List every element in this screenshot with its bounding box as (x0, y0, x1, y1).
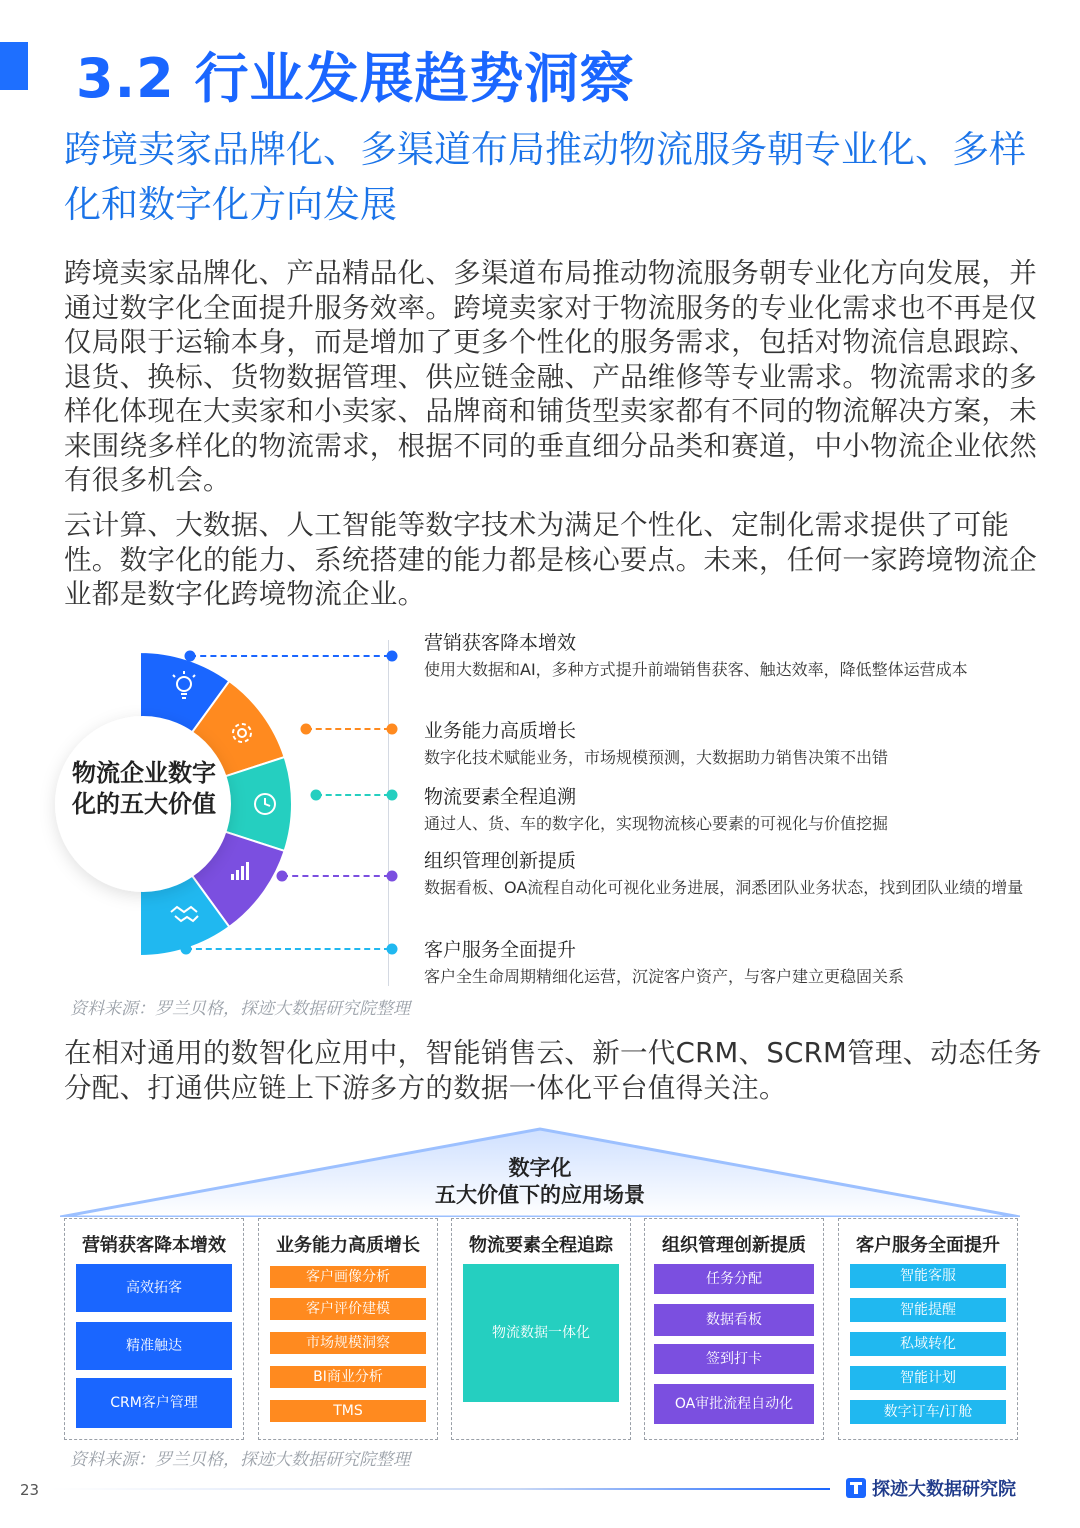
source-note-2: 资料来源：罗兰贝格，探迹大数据研究院整理 (70, 1450, 410, 1470)
scenario-chip: 私域转化 (850, 1332, 1006, 1356)
connector-2 (306, 728, 390, 730)
paragraph-3: 在相对通用的数智化应用中，智能销售云、新一代CRM、SCRM管理、动态任务分配、打通供应链上下游多方的数据一体化平台值得关注。 (64, 1037, 1042, 1104)
scenario-chip: 数据看板 (654, 1304, 814, 1336)
section-subtitle: 跨境卖家品牌化、多渠道布局推动物流服务朝专业化、多样化和数字化方向发展 (64, 128, 1026, 226)
scenario-chip: 精准触达 (76, 1322, 232, 1370)
scenario-chip: 智能计划 (850, 1366, 1006, 1390)
scenario-column-title: 营销获客降本增效 (82, 1235, 226, 1256)
roof-title-line-2: 五大价值下的应用场景 (435, 1183, 645, 1207)
footer-brand (846, 1475, 1016, 1501)
connector-vertical-line (388, 640, 389, 986)
source-note-1: 资料来源：罗兰贝格，探迹大数据研究院整理 (70, 999, 410, 1019)
connector-5 (186, 948, 390, 950)
title-accent-bar (0, 42, 28, 90)
value-item-4 (424, 848, 1024, 899)
value-item-title: 业务能力高质增长 (424, 720, 577, 742)
paragraph-2: 云计算、大数据、人工智能等数字技术为满足个性化、定制化需求提供了可能性。数字化的能力、系统搭建的能力都是核心要点。未来，任何一家跨境物流企业都是数字化跨境物流企业。 (64, 509, 1037, 610)
scenario-column-title: 客户服务全面提升 (856, 1235, 1000, 1256)
scenario-column-title: 业务能力高质增长 (276, 1235, 420, 1256)
scenario-chip: 智能客服 (850, 1264, 1006, 1288)
scenario-chip: 数字订车/订舱 (850, 1400, 1006, 1424)
connector-1 (190, 655, 390, 657)
value-item-desc: 使用大数据和AI，多种方式提升前端销售获客、触达效率，降低整体运营成本 (424, 660, 968, 679)
roof-title (390, 1155, 690, 1209)
connector-3 (316, 794, 390, 796)
footer-rule (50, 1488, 830, 1490)
value-item-desc: 客户全生命周期精细化运营，沉淀客户资产，与客户建立更稳固关系 (424, 967, 905, 986)
value-item-1 (424, 630, 1024, 681)
scenario-chip: 签到打卡 (654, 1344, 814, 1374)
page-title: 3.2 行业发展趋势洞察 (76, 47, 635, 110)
scenario-chip: OA审批流程自动化 (654, 1384, 814, 1424)
scenario-chip: 客户画像分析 (270, 1266, 426, 1288)
value-item-2 (424, 718, 1024, 769)
scenario-column-title: 物流要素全程追踪 (469, 1235, 613, 1256)
scenario-chip: 任务分配 (654, 1264, 814, 1294)
roof-title-line-1: 数字化 (508, 1156, 572, 1180)
paragraph-1: 跨境卖家品牌化、产品精品化、多渠道布局推动物流服务朝专业化方向发展，并通过数字化全面提升服务效率。跨境卖家对于物流服务的专业化需求也不再是仅仅局限于运输本身，而是增加了更多个性化的服务需求，包括对物流信息跟踪、退货、换标、货物数据管理、供应链金融、产品维修等专业需求。物流需求的多样化体现在大卖家和小卖家、品牌商和铺货型卖家都有不同的物流解决方案，未来围绕多样化的物流需求，根据不同的垂直细分品类和赛道，中小物流企业依然有很多机会。 (64, 257, 1037, 496)
value-item-title: 组织管理创新提质 (424, 850, 577, 872)
connector-4 (282, 875, 390, 877)
scenario-chip: 客户评价建模 (270, 1298, 426, 1320)
value-item-title: 营销获客降本增效 (424, 632, 577, 654)
brand-logo-icon (846, 1478, 866, 1498)
value-item-desc: 数据看板、OA流程自动化可视化业务进展，洞悉团队业务状态，找到团队业绩的增量 (424, 878, 1024, 897)
scenario-chip: CRM客户管理 (76, 1378, 232, 1428)
scenario-chip: TMS (270, 1400, 426, 1422)
value-item-title: 客户服务全面提升 (424, 939, 577, 961)
scenario-chip: 物流数据一体化 (463, 1264, 619, 1402)
value-item-desc: 通过人、货、车的数字化，实现物流核心要素的可视化与价值挖掘 (424, 814, 889, 833)
brand-name: 探迹大数据研究院 (872, 1479, 1016, 1500)
scenario-chip: BI商业分析 (270, 1366, 426, 1388)
value-item-3 (424, 784, 1024, 835)
value-item-desc: 数字化技术赋能业务，市场规模预测，大数据助力销售决策不出错 (424, 748, 889, 767)
scenario-column-title: 组织管理创新提质 (662, 1235, 806, 1256)
scenario-chip: 市场规模洞察 (270, 1332, 426, 1354)
scenario-chip: 智能提醒 (850, 1298, 1006, 1322)
value-item-5 (424, 937, 1024, 988)
value-item-title: 物流要素全程追溯 (424, 786, 577, 808)
page-number: 23 (20, 1481, 40, 1499)
scenario-chip: 高效拓客 (76, 1264, 232, 1312)
ring-center-label: 物流企业数字化的五大价值 (72, 759, 216, 818)
